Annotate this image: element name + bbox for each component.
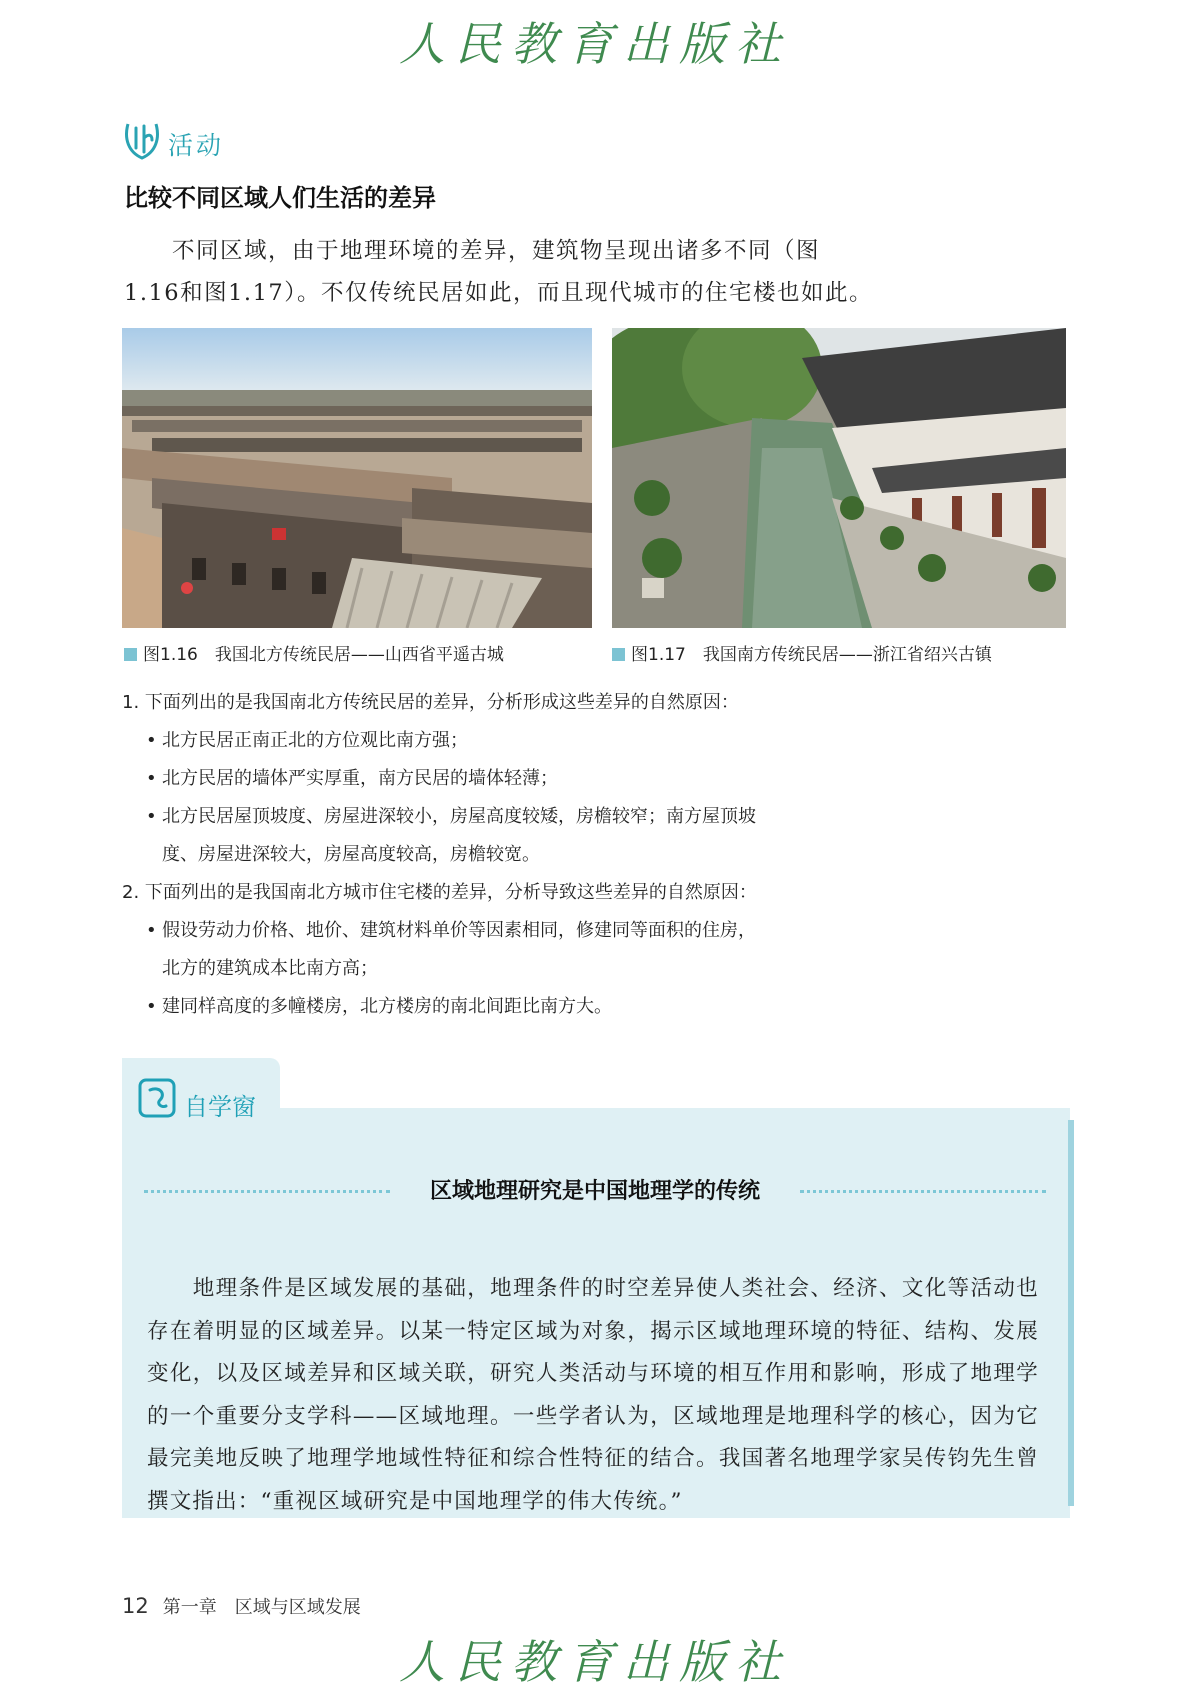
page-footer xyxy=(122,1593,361,1619)
selfstudy-icon xyxy=(136,1076,178,1120)
figure-1-17-caption xyxy=(612,640,992,665)
question-2: 2. 下面列出的是我国南北方城市住宅楼的差异，分析导致这些差异的自然原因： xyxy=(122,882,757,903)
figure-1-17-image xyxy=(612,328,1066,628)
north-courtyard-photo xyxy=(122,328,592,628)
q1-bullet-2: • 北方民居的墙体严实厚重，南方民居的墙体轻薄； xyxy=(162,760,558,798)
figure-1-16-caption xyxy=(124,640,504,665)
figure-1-16-image xyxy=(122,328,592,628)
caption-marker-icon xyxy=(612,648,625,661)
selfstudy-label: 自学窗 xyxy=(184,1093,256,1121)
activity-icon xyxy=(122,118,164,162)
figure-1-17-caption-text: 图1.17 我国南方传统民居——浙江省绍兴古镇 xyxy=(631,645,992,665)
q1-bullet-1: • 北方民居正南正北的方位观比南方强； xyxy=(162,722,468,760)
publisher-logo-top: 人民教育出版社 xyxy=(399,17,791,71)
q2-bullet-1: • 假设劳动力价格、地价、建筑材料单价等因素相同，修建同等面积的住房， xyxy=(162,912,756,950)
publisher-logo-bottom: 人民教育出版社 xyxy=(399,1635,791,1689)
chapter-label: 第一章 区域与区域发展 xyxy=(162,1597,361,1618)
intro-line-2: 1.16和图1.17）。不仅传统民居如此，而且现代城市的住宅楼也如此。 xyxy=(124,280,873,306)
q1-bullet-3-continued: 度、房屋进深较大，房屋高度较高，房檐较宽。 xyxy=(162,844,540,865)
selfstudy-body: 地理条件是区域发展的基础，地理条件的时空差异使人类社会、经济、文化等活动也存在着明显的区域差异。以某一特定区域为对象，揭示区域地理环境的特征、结构、发展变化，以及区域差异和区域关联，研究人类活动与环境的相互作用和影响，形成了地理学的一个重要分支学科——区域地理。一些学者认为，区域地理是地理科学的核心，因为它最完美地反映了地理学地域性特征和综合性特征的结合。我国著名地理学家吴传钧先生曾撰文指出：“重视区域研究是中国地理学的伟大传统。” xyxy=(147,1276,1039,1514)
south-water-town-photo xyxy=(612,328,1066,628)
activity-label: 活动 xyxy=(168,131,225,160)
activity-title: 比较不同区域人们生活的差异 xyxy=(124,184,436,212)
question-1: 1. 下面列出的是我国南北方传统民居的差异，分析形成这些差异的自然原因： xyxy=(122,692,739,713)
intro-line-1: 不同区域，由于地理环境的差异，建筑物呈现出诸多不同（图 xyxy=(172,238,821,264)
q1-bullet-3: • 北方民居屋顶坡度、房屋进深较小，房屋高度较矮，房檐较窄；南方屋顶坡 xyxy=(162,798,756,836)
q2-bullet-2: • 建同样高度的多幢楼房，北方楼房的南北间距比南方大。 xyxy=(162,988,612,1026)
q2-bullet-1-continued: 北方的建筑成本比南方高； xyxy=(162,958,378,979)
selfstudy-title: 区域地理研究是中国地理学的传统 xyxy=(429,1179,760,1204)
figure-1-16-caption-text: 图1.16 我国北方传统民居——山西省平遥古城 xyxy=(143,645,504,665)
page-number: 12 xyxy=(122,1594,149,1618)
caption-marker-icon xyxy=(124,648,137,661)
